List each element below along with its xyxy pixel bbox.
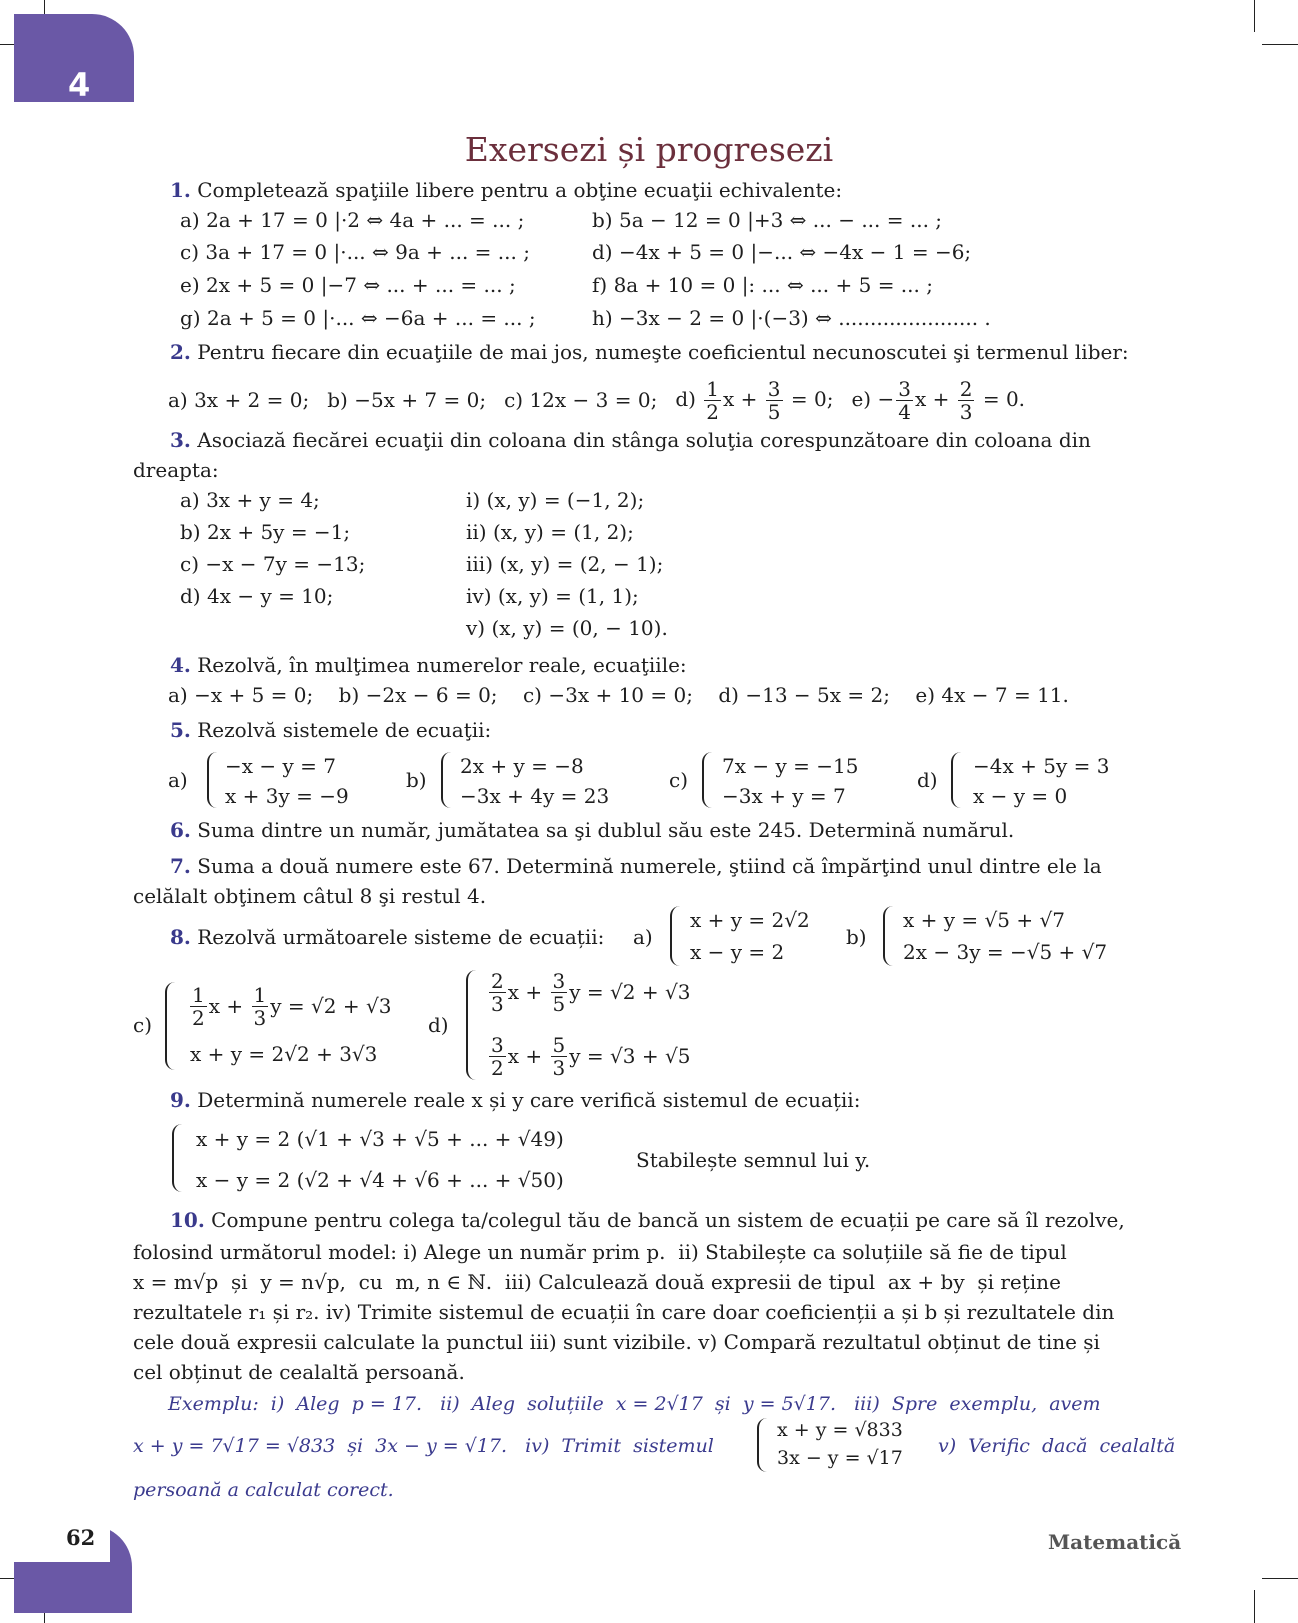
ex3-left-item: d) 4x − y = 10; xyxy=(180,584,334,608)
exercise-number: 6. xyxy=(170,818,191,842)
left-brace xyxy=(441,752,453,808)
denominator: 5 xyxy=(552,991,566,1016)
ex2-item-d xyxy=(675,378,833,423)
left-brace xyxy=(466,970,478,1080)
page-title: Exersezi și progresezi xyxy=(464,130,834,169)
denominator: 2 xyxy=(706,399,720,424)
system-label: b) xyxy=(846,925,867,949)
expr: y = √2 + √3 xyxy=(270,994,392,1018)
left-brace xyxy=(757,1418,769,1472)
exercise-1-header xyxy=(170,178,842,202)
left-brace xyxy=(702,752,714,808)
exercise-6 xyxy=(170,818,1014,842)
exercise-number: 2. xyxy=(170,340,191,364)
system-line: 3x − y = √17 xyxy=(777,1447,903,1469)
system-line: x + y = √5 + √7 xyxy=(903,908,1065,932)
denominator: 2 xyxy=(192,1005,205,1030)
numerator: 1 xyxy=(706,376,720,401)
example-line: Exemplu: i) Aleg p = 17. ii) Aleg soluțiile x = 2√17 și y = 5√17. iii) Spre exemplu, avem xyxy=(168,1393,1101,1415)
exercise-text: cele două expresii calculate la punctul iii) sunt vizibile. v) Compară rezultatul obținut de tine și xyxy=(133,1330,1100,1354)
system-label: c) xyxy=(133,1013,153,1037)
system-line: −4x + 5y = 3 xyxy=(973,754,1110,778)
system-label: d) xyxy=(428,1013,449,1037)
ex3-right-item: iv) (x, y) = (1, 1); xyxy=(466,584,639,608)
left-brace xyxy=(951,752,963,808)
exercise-text: rezultatele r₁ și r₂. iv) Trimite sistemul de ecuații în care doar coeficienții a și b și rezultatele din xyxy=(133,1300,1115,1324)
crop-mark xyxy=(1254,0,1255,32)
ex2-item: b) −5x + 7 = 0; xyxy=(327,388,487,412)
expr: x + xyxy=(914,386,950,411)
expr: x + xyxy=(723,386,758,411)
expr: = 0. xyxy=(982,386,1026,411)
example-line: persoană a calculat corect. xyxy=(133,1479,394,1501)
ex3-right-item: ii) (x, y) = (1, 2); xyxy=(466,520,634,544)
ex3-right-item: iii) (x, y) = (2, − 1); xyxy=(466,552,664,576)
exercise-text: Rezolvă sistemele de ecuaţii: xyxy=(197,718,492,742)
ex3-right-item: i) (x, y) = (−1, 2); xyxy=(466,488,645,512)
ex2-item: a) 3x + 2 = 0; xyxy=(168,388,310,412)
numerator: 1 xyxy=(253,982,267,1007)
crop-mark xyxy=(1262,1578,1298,1579)
expr: x + xyxy=(507,1044,543,1068)
numerator: 5 xyxy=(552,1032,566,1057)
system-line: x + y = 2√2 + 3√3 xyxy=(190,1042,378,1066)
system-label: a) xyxy=(168,768,188,792)
denominator: 2 xyxy=(491,1055,504,1080)
exercise-number: 3. xyxy=(170,428,191,452)
crop-mark xyxy=(1254,1590,1255,1623)
system-line xyxy=(188,980,391,1032)
exercise-10-header xyxy=(170,1208,1125,1232)
numerator: 3 xyxy=(552,968,566,993)
expr: y = √2 + √3 xyxy=(569,980,691,1004)
ex1-item: f) 8a + 10 = 0 |: ... ⇔ ... + 5 = ... ; xyxy=(592,273,933,297)
exercise-number: 7. xyxy=(170,854,191,878)
ex1-item: c) 3a + 17 = 0 |·... ⇔ 9a + ... = ... ; xyxy=(180,240,530,264)
chapter-number: 4 xyxy=(68,66,91,104)
exercise-9-header xyxy=(170,1088,860,1112)
exercise-text: Determină numerele reale x și y care verifică sistemul de ecuații: xyxy=(197,1088,861,1112)
exercise-text: folosind următorul model: i) Alege un număr prim p. ii) Stabilește ca soluțiile să fie de tipul xyxy=(133,1240,1067,1264)
expr: = 0; xyxy=(790,386,834,411)
numerator: 3 xyxy=(767,376,781,401)
left-brace xyxy=(172,1124,184,1192)
left-brace xyxy=(207,752,219,808)
system-line: 7x − y = −15 xyxy=(722,754,859,778)
left-brace xyxy=(670,906,682,966)
ex3-left-item: b) 2x + 5y = −1; xyxy=(180,520,351,544)
numerator: 2 xyxy=(491,968,504,993)
denominator: 3 xyxy=(552,1055,566,1080)
fraction xyxy=(704,378,721,423)
subject-name: Matematică xyxy=(1048,1530,1182,1554)
exercise-text: Compune pentru colega ta/colegul tău de bancă un sistem de ecuații pe care să îl rezolve, xyxy=(211,1208,1125,1232)
denominator: 3 xyxy=(491,991,504,1016)
ex1-item: h) −3x − 2 = 0 |·(−3) ⇔ ...................... . xyxy=(592,306,991,330)
ex4-equations: a) −x + 5 = 0; b) −2x − 6 = 0; c) −3x + 10 = 0; d) −13 − 5x = 2; e) 4x − 7 = 11. xyxy=(168,683,1069,707)
exercise-text: cel obținut de cealaltă persoană. xyxy=(133,1360,465,1384)
exercise-number: 5. xyxy=(170,718,191,742)
example-line: v) Verific dacă cealaltă xyxy=(938,1435,1176,1457)
numerator: 3 xyxy=(898,376,911,401)
ex2-item: c) 12x − 3 = 0; xyxy=(504,388,658,412)
exercise-4-header xyxy=(170,653,687,677)
exercise-5-header xyxy=(170,718,491,742)
expr: x + xyxy=(507,980,543,1004)
expr: y = √3 + √5 xyxy=(569,1044,691,1068)
fraction xyxy=(766,378,783,423)
ex2-item-e xyxy=(851,378,1025,423)
page-number: 62 xyxy=(66,1525,96,1550)
exercise-note: Stabilește semnul lui y. xyxy=(636,1148,871,1172)
exercise-number: 10. xyxy=(170,1208,205,1232)
ex3-left-item: a) 3x + y = 4; xyxy=(180,488,320,512)
denominator: 3 xyxy=(959,399,973,424)
system-label: c) xyxy=(669,768,689,792)
exercise-text: Completează spaţiile libere pentru a obţine ecuaţii echivalente: xyxy=(197,178,843,202)
exercise-number: 8. xyxy=(170,925,191,949)
fraction xyxy=(252,984,269,1029)
system-label: a) xyxy=(633,925,653,949)
exercise-number: 9. xyxy=(170,1088,191,1112)
exercise-text: dreapta: xyxy=(133,458,219,482)
system-line: −3x + y = 7 xyxy=(722,784,846,808)
denominator: 5 xyxy=(767,399,781,424)
system-line: 2x + y = −8 xyxy=(460,754,584,778)
numerator: 3 xyxy=(491,1032,504,1057)
page-number-background xyxy=(14,1522,110,1562)
system-label: b) xyxy=(406,768,427,792)
exercise-number: 4. xyxy=(170,653,191,677)
exercise-text: Rezolvă, în mulţimea numerelor reale, ecuaţiile: xyxy=(197,653,687,677)
exercise-text: celălalt obţinem câtul 8 şi restul 4. xyxy=(133,884,487,908)
exercise-3-header xyxy=(170,428,1091,452)
fraction xyxy=(958,378,975,423)
ex1-item: e) 2x + 5 = 0 |−7 ⇔ ... + ... = ... ; xyxy=(180,273,516,297)
fraction xyxy=(896,378,913,423)
crop-mark xyxy=(1262,44,1298,45)
system-line: −3x + 4y = 23 xyxy=(460,784,610,808)
exercise-text: x = m√p și y = n√p, cu m, n ∈ ℕ. iii) Calculează două expresii de tipul ax + by și reține xyxy=(133,1270,1061,1294)
system-line: x − y = 2 xyxy=(690,940,785,964)
exercise-text: Suma dintre un număr, jumătatea sa şi dublul său este 245. Determină numărul. xyxy=(197,818,1015,842)
ex1-item: a) 2a + 17 = 0 |·2 ⇔ 4a + ... = ... ; xyxy=(180,208,525,232)
example-line: x + y = 7√17 = √833 și 3x − y = √17. iv) Trimit sistemul xyxy=(133,1435,714,1457)
fraction xyxy=(551,1034,568,1079)
system-line: x − y = 0 xyxy=(973,784,1068,808)
fraction xyxy=(551,970,568,1015)
exercise-text: Rezolvă următoarele sisteme de ecuații: xyxy=(197,925,605,949)
system-line: −x − y = 7 xyxy=(225,754,337,778)
system-line: x − y = 2 (√2 + √4 + √6 + ... + √50) xyxy=(196,1168,564,1192)
exercise-text: Pentru fiecare din ecuaţiile de mai jos, numeşte coeficientul necunoscutei şi termenul liber: xyxy=(197,340,1129,364)
left-brace xyxy=(883,906,895,966)
ex1-item: b) 5a − 12 = 0 |+3 ⇔ ... − ... = ... ; xyxy=(592,208,943,232)
system-line: x + y = 2√2 xyxy=(690,908,810,932)
ex2-equations xyxy=(168,372,1025,428)
item-label: e) − xyxy=(851,386,895,411)
exercise-2-header xyxy=(170,340,1129,364)
denominator: 4 xyxy=(898,399,911,424)
system-line xyxy=(487,1030,690,1082)
exercise-number: 1. xyxy=(170,178,191,202)
system-line: x + 3y = −9 xyxy=(225,784,349,808)
system-line xyxy=(487,966,690,1018)
exercise-7-header xyxy=(170,854,1102,878)
ex1-item: g) 2a + 5 = 0 |·... ⇔ −6a + ... = ... ; xyxy=(180,306,536,330)
item-label: d) xyxy=(675,386,696,411)
ex3-right-item: v) (x, y) = (0, − 10). xyxy=(466,616,668,640)
system-line: 2x − 3y = −√5 + √7 xyxy=(903,940,1108,964)
exercise-text: Suma a două numere este 67. Determină numerele, ştiind că împărţind unul dintre ele la xyxy=(197,854,1102,878)
ex1-item: d) −4x + 5 = 0 |−... ⇔ −4x − 1 = −6; xyxy=(592,240,972,264)
fraction xyxy=(489,970,506,1015)
exercise-8-header xyxy=(170,925,604,949)
exercise-text: Asociază fiecărei ecuaţii din coloana din stânga soluţia corespunzătoare din coloana din xyxy=(197,428,1091,452)
left-brace xyxy=(165,982,177,1070)
ex3-left-item: c) −x − 7y = −13; xyxy=(180,552,366,576)
system-label: d) xyxy=(917,768,938,792)
system-line: x + y = 2 (√1 + √3 + √5 + ... + √49) xyxy=(196,1127,564,1151)
fraction xyxy=(190,984,207,1029)
denominator: 3 xyxy=(253,1005,267,1030)
numerator: 2 xyxy=(959,376,973,401)
system-line: x + y = √833 xyxy=(777,1419,903,1441)
expr: x + xyxy=(208,994,244,1018)
fraction xyxy=(489,1034,506,1079)
numerator: 1 xyxy=(192,982,205,1007)
